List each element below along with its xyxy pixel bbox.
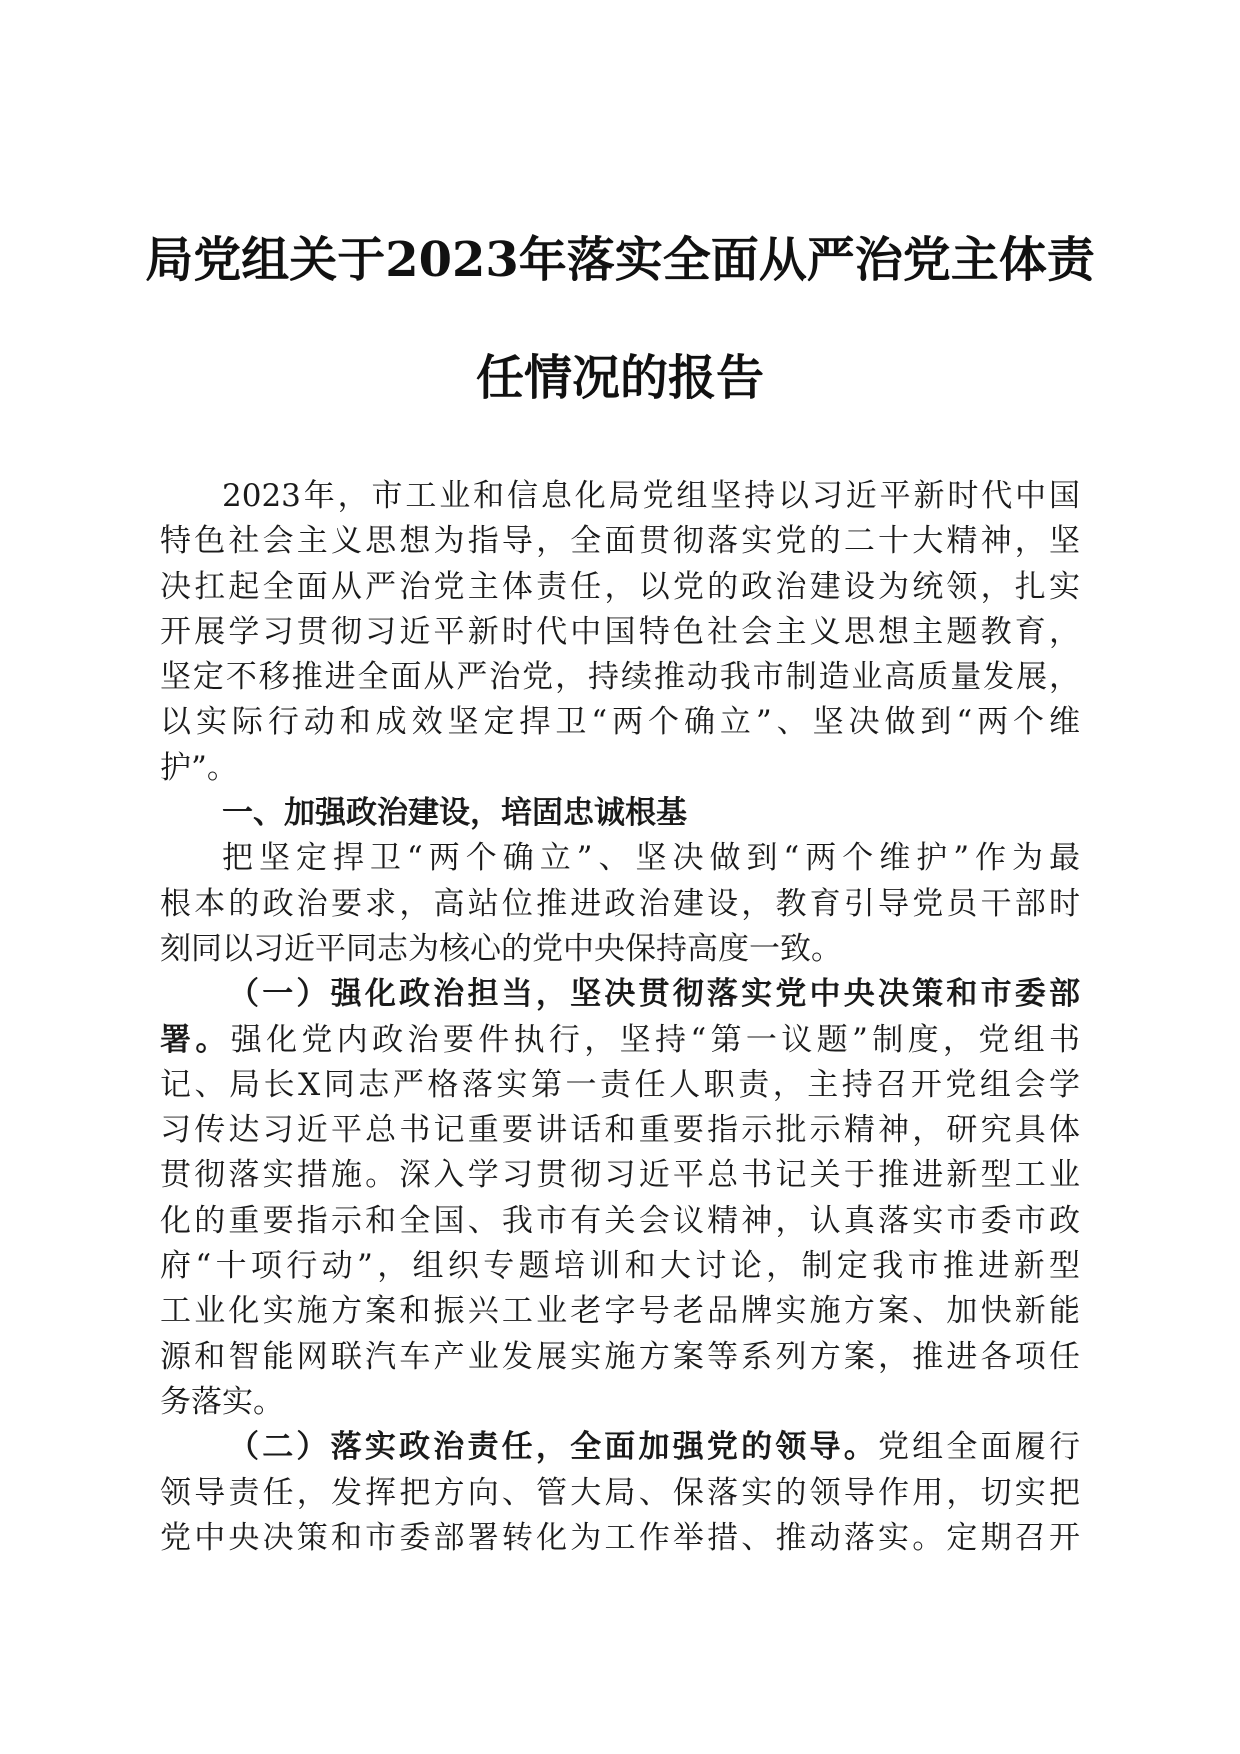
intro-line: 开展学习贯彻习近平新时代中国特色社会主义思想主题教育， <box>160 613 1080 650</box>
subsection2-paragraph <box>160 1425 1080 1561</box>
intro-line: 以实际行动和成效坚定捍卫“两个确立”、坚决做到“两个维 <box>160 704 1080 741</box>
document-title-line2: 任情况的报告 <box>475 350 764 406</box>
document-body <box>160 474 1080 1561</box>
subsection1-line: 工业化实施方案和振兴工业老字号老品牌实施方案、加快新能 <box>160 1293 1080 1330</box>
section1-paragraph <box>160 836 1080 972</box>
subsection2-heading: （二）落实政治责任，全面加强党的领导。 <box>228 1429 878 1466</box>
intro-line: 坚定不移推进全面从严治党，持续推动我市制造业高质量发展， <box>160 659 1080 696</box>
subsection1-line: 习传达习近平总书记重要讲话和重要指示批示精神，研究具体 <box>160 1112 1080 1149</box>
section1-heading: 一、加强政治建设，培固忠诚根基 <box>222 795 687 832</box>
subsection2-first-rest: 党组全面履行 <box>877 1429 1080 1466</box>
subsection1-heading: （一）强化政治担当，坚决贯彻落实党中央决策和市委部 <box>228 976 1080 1013</box>
section1-line: 把坚定捍卫“两个确立”、坚决做到“两个维护”作为最 <box>222 840 1080 877</box>
subsection1-paragraph <box>160 972 1080 1425</box>
subsection2-line: 党中央决策和市委部署转化为工作举措、推动落实。定期召开 <box>160 1519 1080 1556</box>
subsection2-line: 领导责任，发挥把方向、管大局、保落实的领导作用，切实把 <box>160 1474 1080 1511</box>
intro-line: 特色社会主义思想为指导，全面贯彻落实党的二十大精神，坚 <box>160 523 1080 560</box>
intro-line: 决扛起全面从严治党主体责任，以党的政治建设为统领，扎实 <box>160 568 1080 605</box>
subsection1-line: 化的重要指示和全国、我市有关会议精神，认真落实市委市政 <box>160 1202 1080 1239</box>
subsection2-line <box>160 1425 1080 1470</box>
subsection1-line: 务落实。 <box>160 1383 284 1420</box>
subsection1-line: 贯彻落实措施。深入学习贯彻习近平总书记关于推进新型工业 <box>160 1157 1080 1194</box>
subsection1-line <box>160 1018 1080 1063</box>
subsection1-first-rest: 强化党内政治要件执行，坚持“第一议题”制度，党组书 <box>230 1021 1080 1058</box>
subsection1-heading-tail: 署。 <box>160 1021 231 1058</box>
intro-line: 2023年，市工业和信息化局党组坚持以习近平新时代中国 <box>222 478 1080 514</box>
intro-paragraph <box>160 474 1080 791</box>
section1-line: 刻同以习近平同志为核心的党中央保持高度一致。 <box>160 930 842 967</box>
section1-line: 根本的政治要求，高站位推进政治建设，教育引导党员干部时 <box>160 885 1080 922</box>
intro-line: 护”。 <box>160 749 238 786</box>
subsection1-line: 府“十项行动”，组织专题培训和大讨论，制定我市推进新型 <box>160 1248 1080 1285</box>
subsection1-line: 源和智能网联汽车产业发展实施方案等系列方案，推进各项任 <box>160 1338 1080 1375</box>
document-title-line1: 局党组关于2023年落实全面从严治党主体责 <box>145 232 1095 288</box>
subsection1-line: 记、局长X同志严格落实第一责任人职责，主持召开党组会学 <box>160 1066 1080 1103</box>
